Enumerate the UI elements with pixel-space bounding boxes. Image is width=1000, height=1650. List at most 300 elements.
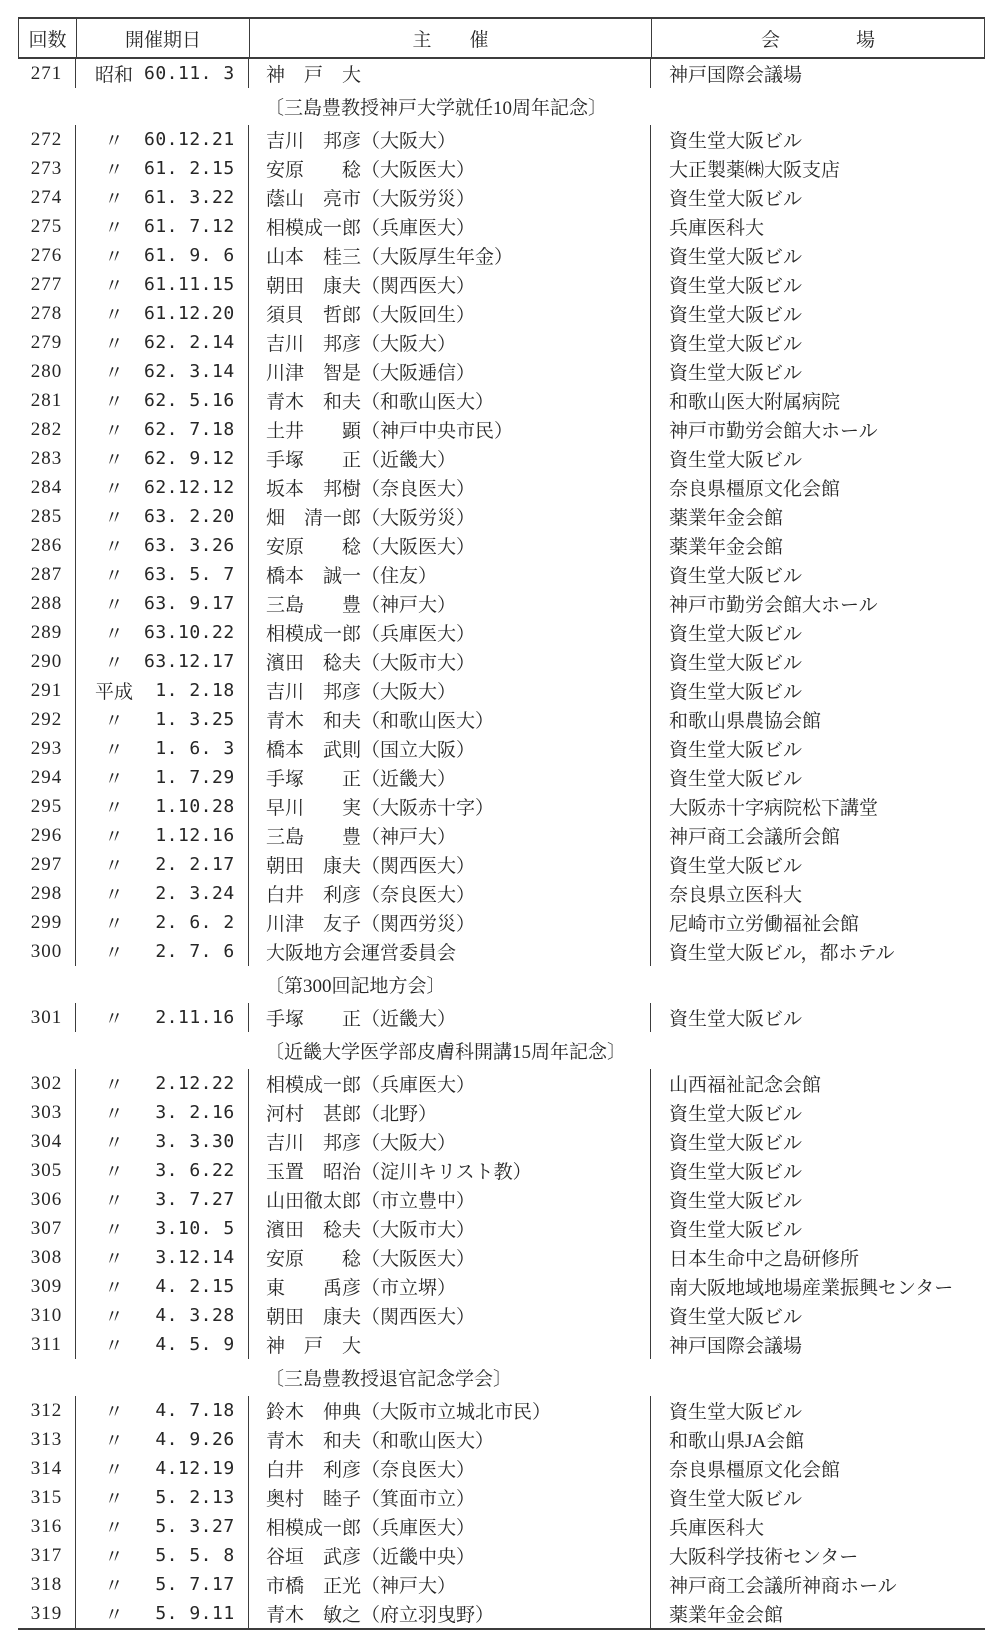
table-row	[18, 676, 985, 705]
era-marker: 〃	[104, 1518, 124, 1539]
session-organizer: 玉置 昭治（淀川キリスト教）	[248, 1156, 650, 1185]
session-organizer: 吉川 邦彦（大阪大）	[248, 1127, 650, 1156]
session-organizer: 安原 稔（大阪医大）	[248, 531, 650, 560]
date-value: 61. 7.12	[144, 216, 235, 237]
session-number: 289	[30, 621, 63, 643]
date-value: 4. 3.28	[144, 1305, 235, 1326]
session-venue: 資生堂大阪ビル	[650, 1301, 985, 1330]
note-text: 〔近畿大学医学部皮膚科開講15周年記念〕	[265, 1042, 627, 1063]
session-number: 277	[30, 273, 63, 295]
session-number: 282	[30, 418, 63, 440]
session-number: 310	[30, 1304, 63, 1326]
table-row	[18, 1301, 985, 1330]
table-row	[18, 821, 985, 850]
table-row	[18, 154, 985, 183]
session-date	[75, 821, 248, 850]
session-date	[75, 1599, 248, 1628]
session-number: 287	[30, 563, 63, 585]
table-row	[18, 1541, 985, 1570]
session-venue: 資生堂大阪ビル	[650, 647, 985, 676]
header-venue: 会 場	[651, 19, 984, 57]
session-number: 291	[30, 679, 63, 701]
table-row	[18, 270, 985, 299]
date-value: 63.12.17	[144, 651, 235, 672]
session-date	[75, 1541, 248, 1570]
era-marker: 〃	[104, 508, 124, 529]
session-date	[75, 473, 248, 502]
era-marker: 〃	[104, 1278, 124, 1299]
session-venue: 資生堂大阪ビル	[650, 1003, 985, 1032]
table-row	[18, 1483, 985, 1512]
table-row	[18, 792, 985, 821]
session-venue: 薬業年金会館	[650, 502, 985, 531]
session-organizer: 橋本 誠一（住友）	[248, 560, 650, 589]
session-number: 300	[30, 940, 63, 962]
session-venue: 資生堂大阪ビル	[650, 734, 985, 763]
session-number: 318	[30, 1573, 63, 1595]
date-value: 4. 2.15	[144, 1276, 235, 1297]
date-value: 61.12.20	[144, 303, 235, 324]
era-marker: 〃	[104, 856, 124, 877]
era-marker: 〃	[104, 1133, 124, 1154]
era-marker: 〃	[104, 624, 124, 645]
session-date	[75, 1185, 248, 1214]
session-organizer: 手塚 正（近畿大）	[248, 444, 650, 473]
table-row	[18, 415, 985, 444]
session-venue: 奈良県橿原文化会館	[650, 1454, 985, 1483]
session-number: 306	[30, 1188, 63, 1210]
era-marker: 平成	[94, 682, 133, 703]
session-venue: 和歌山医大附属病院	[650, 386, 985, 415]
date-value: 2. 3.24	[144, 883, 235, 904]
session-organizer: 川津 智是（大阪逓信）	[248, 357, 650, 386]
session-number: 292	[30, 708, 63, 730]
session-number: 293	[30, 737, 63, 759]
session-venue: 資生堂大阪ビル	[650, 1098, 985, 1127]
table-row	[18, 1185, 985, 1214]
session-number: 312	[30, 1399, 63, 1421]
session-venue: 資生堂大阪ビル	[650, 183, 985, 212]
session-number: 284	[30, 476, 63, 498]
session-date	[75, 1214, 248, 1243]
session-venue: 奈良県立医科大	[650, 879, 985, 908]
table-row	[18, 1396, 985, 1425]
session-organizer: 山田徹太郎（市立豊中）	[248, 1185, 650, 1214]
date-value: 4. 5. 9	[144, 1334, 235, 1355]
session-number: 283	[30, 447, 63, 469]
session-date	[75, 328, 248, 357]
session-date	[75, 1454, 248, 1483]
date-value: 61.11.15	[144, 274, 235, 295]
session-venue: 和歌山県農協会館	[650, 705, 985, 734]
era-marker: 〃	[104, 276, 124, 297]
table-row	[18, 647, 985, 676]
session-organizer: 青木 敏之（府立羽曳野）	[248, 1599, 650, 1628]
header-session-number: 回数	[28, 29, 67, 51]
session-organizer: 相模成一郎（兵庫医大）	[248, 1512, 650, 1541]
date-value: 1. 3.25	[144, 709, 235, 730]
session-venue: 資生堂大阪ビル，都ホテル	[650, 937, 985, 966]
table-row	[18, 1003, 985, 1032]
era-marker: 〃	[104, 189, 124, 210]
date-value: 1. 6. 3	[144, 738, 235, 759]
session-organizer: 安原 稔（大阪医大）	[248, 154, 650, 183]
session-number: 319	[30, 1602, 63, 1624]
session-organizer: 鈴木 伸典（大阪市立城北市民）	[248, 1396, 650, 1425]
date-value: 62. 2.14	[144, 332, 235, 353]
session-organizer: 橋本 武則（国立大阪）	[248, 734, 650, 763]
session-venue: 神戸国際会議場	[650, 59, 985, 88]
date-value: 5. 3.27	[144, 1516, 235, 1537]
session-venue: 資生堂大阪ビル	[650, 1127, 985, 1156]
table-row	[18, 299, 985, 328]
date-value: 2. 2.17	[144, 854, 235, 875]
table-row	[18, 1330, 985, 1359]
header-organizer: 主 催	[249, 19, 651, 57]
date-value: 4. 9.26	[144, 1429, 235, 1450]
session-venue: 大阪赤十字病院松下講堂	[650, 792, 985, 821]
table-row	[18, 59, 985, 88]
era-marker: 〃	[104, 1402, 124, 1423]
session-organizer: 青木 和夫（和歌山医大）	[248, 1425, 650, 1454]
session-number: 273	[30, 157, 63, 179]
era-marker: 〃	[104, 885, 124, 906]
session-organizer: 手塚 正（近畿大）	[248, 763, 650, 792]
session-organizer: 白井 利彦（奈良医大）	[248, 1454, 650, 1483]
date-value: 5. 7.17	[144, 1574, 235, 1595]
era-marker: 〃	[104, 479, 124, 500]
session-organizer: 畑 清一郎（大阪労災）	[248, 502, 650, 531]
session-date	[75, 1396, 248, 1425]
session-organizer: 安原 稔（大阪医大）	[248, 1243, 650, 1272]
session-venue: 薬業年金会館	[650, 531, 985, 560]
session-venue: 資生堂大阪ビル	[650, 241, 985, 270]
table-row	[18, 734, 985, 763]
table-row	[18, 502, 985, 531]
session-venue: 資生堂大阪ビル	[650, 270, 985, 299]
table-row	[18, 183, 985, 212]
session-organizer: 川津 友子（関西労災）	[248, 908, 650, 937]
session-date	[75, 792, 248, 821]
session-date	[75, 1272, 248, 1301]
session-number: 311	[31, 1333, 62, 1355]
date-value: 61. 9. 6	[144, 245, 235, 266]
table-row	[18, 357, 985, 386]
date-value: 3. 3.30	[144, 1131, 235, 1152]
date-value: 1.10.28	[144, 796, 235, 817]
session-date	[75, 415, 248, 444]
session-date	[75, 1330, 248, 1359]
session-number: 285	[30, 505, 63, 527]
table-row	[18, 531, 985, 560]
session-organizer: 相模成一郎（兵庫医大）	[248, 212, 650, 241]
table-row	[18, 1599, 985, 1628]
session-date	[75, 1301, 248, 1330]
table-row	[18, 1512, 985, 1541]
era-marker: 〃	[104, 943, 124, 964]
session-number: 281	[30, 389, 63, 411]
era-marker: 〃	[104, 1336, 124, 1357]
session-date	[75, 618, 248, 647]
session-organizer: 濱田 稔夫（大阪市大）	[248, 1214, 650, 1243]
session-date	[75, 705, 248, 734]
date-value: 63. 2.20	[144, 506, 235, 527]
session-organizer: 濱田 稔夫（大阪市大）	[248, 647, 650, 676]
session-date	[75, 531, 248, 560]
session-date	[75, 937, 248, 966]
date-value: 3. 6.22	[144, 1160, 235, 1181]
session-date	[75, 879, 248, 908]
session-venue: 和歌山県JA会館	[650, 1425, 985, 1454]
session-organizer: 東 禹彦（市立堺）	[248, 1272, 650, 1301]
session-number: 313	[30, 1428, 63, 1450]
session-date	[75, 1069, 248, 1098]
session-date	[75, 734, 248, 763]
session-date	[75, 299, 248, 328]
session-number: 290	[30, 650, 63, 672]
session-venue: 神戸国際会議場	[650, 1330, 985, 1359]
table-row	[18, 850, 985, 879]
session-venue: 資生堂大阪ビル	[650, 444, 985, 473]
date-value: 1.12.16	[144, 825, 235, 846]
session-date	[75, 125, 248, 154]
date-value: 3.10. 5	[144, 1218, 235, 1239]
table-row	[18, 1425, 985, 1454]
era-marker: 〃	[104, 1431, 124, 1452]
era-marker: 〃	[104, 218, 124, 239]
table-row	[18, 763, 985, 792]
session-venue: 資生堂大阪ビル	[650, 1185, 985, 1214]
session-venue: 資生堂大阪ビル	[650, 560, 985, 589]
table-row	[18, 589, 985, 618]
era-marker: 〃	[104, 363, 124, 384]
table-row	[18, 1454, 985, 1483]
table-row	[18, 444, 985, 473]
session-venue: 資生堂大阪ビル	[650, 328, 985, 357]
date-value: 5. 9.11	[144, 1603, 235, 1624]
session-organizer: 青木 和夫（和歌山医大）	[248, 386, 650, 415]
table-row	[18, 241, 985, 270]
date-value: 60.12.21	[144, 129, 235, 150]
session-organizer: 吉川 邦彦（大阪大）	[248, 328, 650, 357]
session-date	[75, 154, 248, 183]
session-organizer: 蔭山 亮市（大阪労災）	[248, 183, 650, 212]
session-organizer: 山本 桂三（大阪厚生年金）	[248, 241, 650, 270]
session-venue: 資生堂大阪ビル	[650, 1156, 985, 1185]
session-date	[75, 560, 248, 589]
session-number: 295	[30, 795, 63, 817]
session-venue: 資生堂大阪ビル	[650, 763, 985, 792]
session-organizer: 相模成一郎（兵庫医大）	[248, 1069, 650, 1098]
session-venue: 兵庫医科大	[650, 212, 985, 241]
date-value: 63. 5. 7	[144, 564, 235, 585]
session-date	[75, 1483, 248, 1512]
table-row	[18, 1156, 985, 1185]
session-date	[75, 357, 248, 386]
session-organizer: 神 戸 大	[248, 59, 650, 88]
session-organizer: 土井 顕（神戸中央市民）	[248, 415, 650, 444]
session-date	[75, 444, 248, 473]
session-venue: 神戸市勤労会館大ホール	[650, 589, 985, 618]
session-organizer: 奥村 睦子（箕面市立）	[248, 1483, 650, 1512]
table-row	[18, 1127, 985, 1156]
date-value: 60.11. 3	[144, 63, 235, 84]
session-venue: 資生堂大阪ビル	[650, 1214, 985, 1243]
date-value: 61. 3.22	[144, 187, 235, 208]
session-venue: 資生堂大阪ビル	[650, 357, 985, 386]
session-organizer: 大阪地方会運営委員会	[248, 937, 650, 966]
era-marker: 〃	[104, 247, 124, 268]
session-venue: 大阪科学技術センター	[650, 1541, 985, 1570]
era-marker: 〃	[104, 1307, 124, 1328]
era-marker: 〃	[104, 566, 124, 587]
session-organizer: 朝田 康夫（関西医大）	[248, 270, 650, 299]
date-value: 62. 3.14	[144, 361, 235, 382]
session-number: 307	[30, 1217, 63, 1239]
session-date	[75, 212, 248, 241]
table-row	[18, 705, 985, 734]
session-number: 280	[30, 360, 63, 382]
date-value: 61. 2.15	[144, 158, 235, 179]
date-value: 1. 7.29	[144, 767, 235, 788]
date-value: 3. 2.16	[144, 1102, 235, 1123]
header-date: 開催期日	[76, 19, 249, 57]
session-organizer: 青木 和夫（和歌山医大）	[248, 705, 650, 734]
era-marker: 〃	[104, 334, 124, 355]
session-number: 288	[30, 592, 63, 614]
session-number: 302	[30, 1072, 63, 1094]
table-row	[18, 1069, 985, 1098]
date-value: 63. 3.26	[144, 535, 235, 556]
session-number: 296	[30, 824, 63, 846]
session-date	[75, 589, 248, 618]
era-marker: 〃	[104, 1547, 124, 1568]
date-value: 2.11.16	[144, 1007, 235, 1028]
session-organizer: 早川 実（大阪赤十字）	[248, 792, 650, 821]
session-date	[75, 1003, 248, 1032]
date-value: 62. 7.18	[144, 419, 235, 440]
table-row	[18, 328, 985, 357]
session-organizer: 須貝 哲郎（大阪回生）	[248, 299, 650, 328]
session-number: 274	[30, 186, 63, 208]
table-row	[18, 879, 985, 908]
session-organizer: 白井 利彦（奈良医大）	[248, 879, 650, 908]
session-venue: 資生堂大阪ビル	[650, 850, 985, 879]
table-row	[18, 908, 985, 937]
session-organizer: 坂本 邦樹（奈良医大）	[248, 473, 650, 502]
era-marker: 昭和	[94, 65, 133, 86]
era-marker: 〃	[104, 711, 124, 732]
era-marker: 〃	[104, 1075, 124, 1096]
session-date	[75, 1512, 248, 1541]
date-value: 62.12.12	[144, 477, 235, 498]
session-organizer: 三島 豊（神戸大）	[248, 589, 650, 618]
session-number: 294	[30, 766, 63, 788]
era-marker: 〃	[104, 131, 124, 152]
session-number: 279	[30, 331, 63, 353]
session-number: 303	[30, 1101, 63, 1123]
session-venue: 大正製薬㈱大阪支店	[650, 154, 985, 183]
table-row	[18, 1243, 985, 1272]
era-marker: 〃	[104, 305, 124, 326]
era-marker: 〃	[104, 1191, 124, 1212]
date-value: 3. 7.27	[144, 1189, 235, 1210]
table-row	[18, 1570, 985, 1599]
table-row	[18, 1272, 985, 1301]
session-number: 276	[30, 244, 63, 266]
date-value: 3.12.14	[144, 1247, 235, 1268]
note-row	[18, 88, 985, 125]
date-value: 2. 6. 2	[144, 912, 235, 933]
session-number: 297	[30, 853, 63, 875]
session-date	[75, 502, 248, 531]
session-number: 301	[30, 1006, 63, 1028]
session-venue: 資生堂大阪ビル	[650, 299, 985, 328]
session-number: 304	[30, 1130, 63, 1152]
date-value: 63. 9.17	[144, 593, 235, 614]
date-value: 4. 7.18	[144, 1400, 235, 1421]
session-number: 309	[30, 1275, 63, 1297]
note-row	[18, 1359, 985, 1396]
session-date	[75, 270, 248, 299]
session-venue: 資生堂大阪ビル	[650, 1396, 985, 1425]
session-date	[75, 1425, 248, 1454]
session-organizer: 相模成一郎（兵庫医大）	[248, 618, 650, 647]
session-organizer: 朝田 康夫（関西医大）	[248, 1301, 650, 1330]
session-date	[75, 1243, 248, 1272]
date-value: 2.12.22	[144, 1073, 235, 1094]
session-venue: 奈良県橿原文化会館	[650, 473, 985, 502]
era-marker: 〃	[104, 827, 124, 848]
session-date	[75, 386, 248, 415]
session-venue: 日本生命中之島研修所	[650, 1243, 985, 1272]
session-number: 314	[30, 1457, 63, 1479]
session-date	[75, 676, 248, 705]
session-date	[75, 850, 248, 879]
table-row	[18, 386, 985, 415]
session-venue: 兵庫医科大	[650, 1512, 985, 1541]
table-header-row	[18, 19, 985, 59]
session-organizer: 朝田 康夫（関西医大）	[248, 850, 650, 879]
note-row	[18, 1032, 985, 1069]
table-row	[18, 1214, 985, 1243]
session-venue: 薬業年金会館	[650, 1599, 985, 1628]
session-date	[75, 1570, 248, 1599]
session-organizer: 市橋 正光（神戸大）	[248, 1570, 650, 1599]
table-body	[18, 59, 985, 1630]
session-venue: 山西福祉記念会館	[650, 1069, 985, 1098]
date-value: 4.12.19	[144, 1458, 235, 1479]
era-marker: 〃	[104, 740, 124, 761]
session-date	[75, 647, 248, 676]
session-date	[75, 1127, 248, 1156]
table-row	[18, 618, 985, 647]
era-marker: 〃	[104, 1009, 124, 1030]
session-number: 271	[30, 62, 63, 84]
session-organizer: 吉川 邦彦（大阪大）	[248, 125, 650, 154]
era-marker: 〃	[104, 798, 124, 819]
era-marker: 〃	[104, 1576, 124, 1597]
table-row	[18, 560, 985, 589]
session-number: 317	[30, 1544, 63, 1566]
era-marker: 〃	[104, 1162, 124, 1183]
table-row	[18, 1098, 985, 1127]
session-venue: 資生堂大阪ビル	[650, 125, 985, 154]
date-value: 5. 2.13	[144, 1487, 235, 1508]
session-venue: 尼崎市立労働福祉会館	[650, 908, 985, 937]
session-venue: 資生堂大阪ビル	[650, 618, 985, 647]
session-number: 298	[30, 882, 63, 904]
